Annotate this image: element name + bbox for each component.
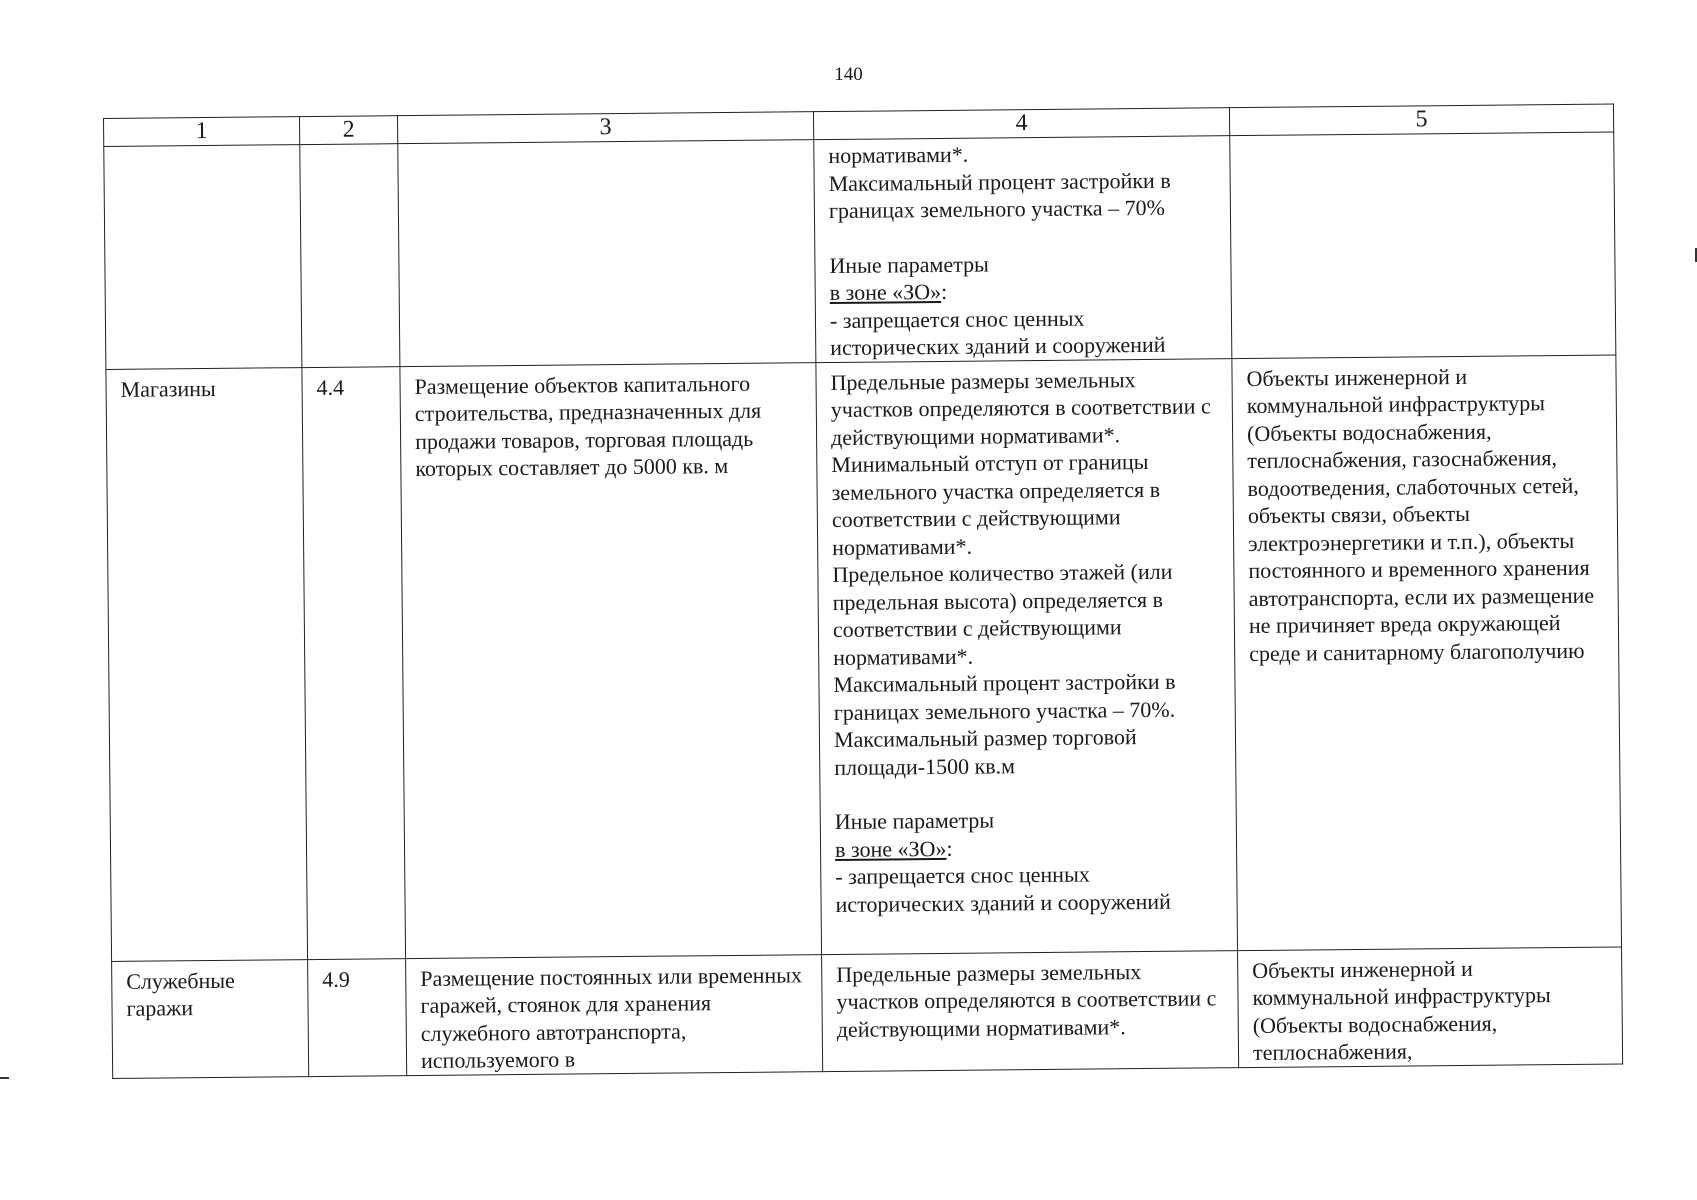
page-number: 140 (834, 64, 863, 85)
cell-auxiliary-uses: Объекты инженерной и коммунальной инфраструктуры (Объекты водоснабжения, теплоснабжения, (1238, 946, 1623, 1067)
param-line: Предельные размеры земельных участков определяются в соответствии с действующими нормативами*. (836, 958, 1217, 1042)
document-table-sheet (103, 104, 1622, 1079)
zone-colon: : (946, 835, 953, 861)
param-line: Предельные размеры земельных участков определяются в соответствии с действующими нормативами*. (830, 366, 1211, 450)
other-params-label: Иные параметры (834, 807, 995, 835)
cell-description (398, 140, 816, 366)
param-line: Максимальный размер торговой площади-1500 кв.м (833, 724, 1137, 780)
column-header-5: 5 (1229, 104, 1613, 136)
column-header-3: 3 (397, 112, 813, 144)
column-header-2: 2 (299, 116, 397, 145)
param-line: Предельное количество этажей (или предельная высота) определяется в соответствии с действующими нормативами*. (832, 558, 1173, 670)
cell-description: Размещение объектов капитального строительства, предназначенных для продажи товаров, торговая площадь которых составляет до 5000 кв. м (400, 362, 822, 958)
cell-parameters (814, 136, 1232, 362)
table-row-continuation (104, 132, 1616, 369)
cell-auxiliary-uses (1230, 132, 1616, 358)
zone-colon: : (940, 278, 948, 304)
cell-use-name: Служебные гаражи (112, 959, 309, 1078)
param-line: Максимальный процент застройки в границах земельного участка – 70%. (833, 668, 1176, 725)
table-row-shops (106, 354, 1622, 960)
restriction-text: - запрещается снос ценных исторических зданий и сооружений (835, 861, 1171, 917)
zone-label: в зоне «ЗО» (829, 278, 942, 306)
scan-margin-mark (0, 1077, 9, 1079)
param-line: Максимальный процент застройки в границах земельного участка – 70% (828, 167, 1171, 224)
other-params-label: Иные параметры (829, 251, 989, 278)
cell-code: 4.9 (308, 958, 407, 1076)
table-row-garages (112, 946, 1623, 1077)
cell-use-name: Магазины (106, 367, 308, 961)
cell-code: 4.4 (302, 366, 406, 959)
cell-code (300, 144, 400, 367)
cell-description: Размещение постоянных или временных гаражей, стоянок для хранения служебного автотранспорта, используемого в (406, 954, 823, 1075)
column-header-4: 4 (813, 108, 1229, 140)
param-line: Минимальный отступ от границы земельного участка определяется в соответствии с действующими нормативами*. (831, 448, 1161, 560)
cell-auxiliary-uses: Объекты инженерной и коммунальной инфраструктуры (Объекты водоснабжения, теплоснабжения, газоснабжения, водоотведения, слаботочных сетей, объекты связи, объекты электроэнергетики и т.п.), объекты постоянного и временного хранения автотранспорта, если их размещение не причиняет вреда окружающей среде и санитарному благополучию (1232, 354, 1622, 950)
cell-parameters (816, 358, 1238, 954)
param-line: нормативами*. (828, 141, 969, 169)
column-header-1: 1 (104, 117, 300, 147)
zone-label: в зоне «ЗО» (834, 835, 947, 862)
restriction-text: - запрещается снос ценных исторических зданий и сооружений (829, 305, 1166, 361)
cell-use-name (104, 145, 302, 369)
land-use-table (103, 103, 1623, 1078)
cell-parameters (822, 950, 1239, 1071)
